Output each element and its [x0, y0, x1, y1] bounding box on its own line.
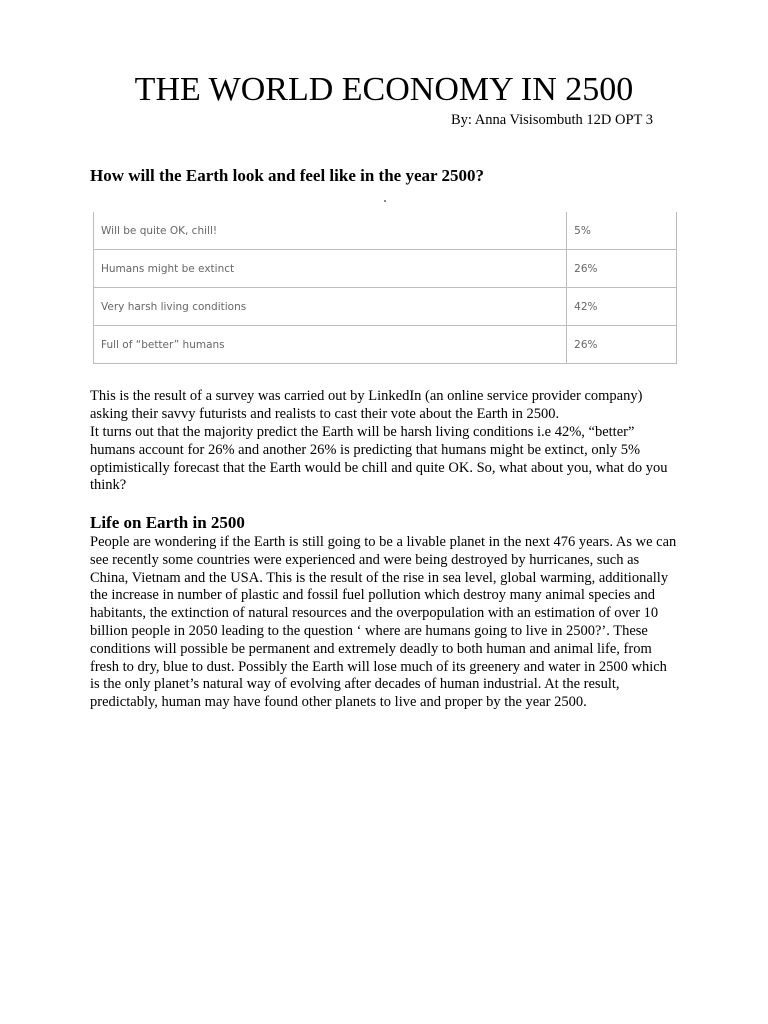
survey-option: Humans might be extinct — [94, 250, 567, 288]
survey-percent: 42% — [567, 288, 677, 326]
survey-question-heading: How will the Earth look and feel like in the year 2500? — [90, 166, 484, 185]
decorative-dot — [384, 200, 386, 202]
page-title: THE WORLD ECONOMY IN 2500 — [134, 71, 634, 108]
life-on-earth-paragraph: People are wondering if the Earth is still going to be a livable planet in the next 476 years. As we can see recently some countries were experienced and were being destroyed by hurricanes, such as China, Vietnam and the USA. This is the result of the rise in sea level, global warming, additionally the increase in number of plastic and fossil fuel pollution which destroy many animal species and habitants, the extinction of natural resources and the overpopulation with an estimation of over 10 billion people in 2050 leading to the question ‘ where are humans going to live in 2500?’. These conditions will possible be permanent and extremely deadly to both human and animal life, from fresh to dry, blue to dust. Possibly the Earth will lose much of its greenery and water in 2500 which is the only planet’s natural way of evolving after decades of human industrial. At the result, predictably, human may have found other planets to live and proper by the year 2500. — [90, 534, 677, 711]
author-byline: By: Anna Visisombuth 12D OPT 3 — [450, 112, 653, 128]
survey-option: Full of “better” humans — [94, 326, 567, 364]
table-row — [94, 288, 677, 326]
survey-percent: 5% — [567, 212, 677, 250]
survey-option: Very harsh living conditions — [94, 288, 567, 326]
survey-percent: 26% — [567, 250, 677, 288]
section-heading: Life on Earth in 2500 — [90, 513, 245, 532]
survey-option: Will be quite OK, chill! — [94, 212, 567, 250]
survey-description-paragraph: This is the result of a survey was carried out by LinkedIn (an online service provider company) asking their savvy futurists and realists to cast their vote about the Earth in 2500. — [90, 388, 643, 422]
survey-percent: 26% — [567, 326, 677, 364]
table-row — [94, 326, 677, 364]
table-row — [94, 250, 677, 288]
table-row — [94, 212, 677, 250]
survey-results-table — [93, 212, 677, 364]
survey-analysis-paragraph: It turns out that the majority predict the Earth will be harsh living conditions i.e 42%, “better” humans account for 26% and another 26% is predicting that humans might be extinct, only 5% optimistically forecast that the Earth would be chill and quite OK. So, what about you, what do you think? — [90, 424, 668, 494]
